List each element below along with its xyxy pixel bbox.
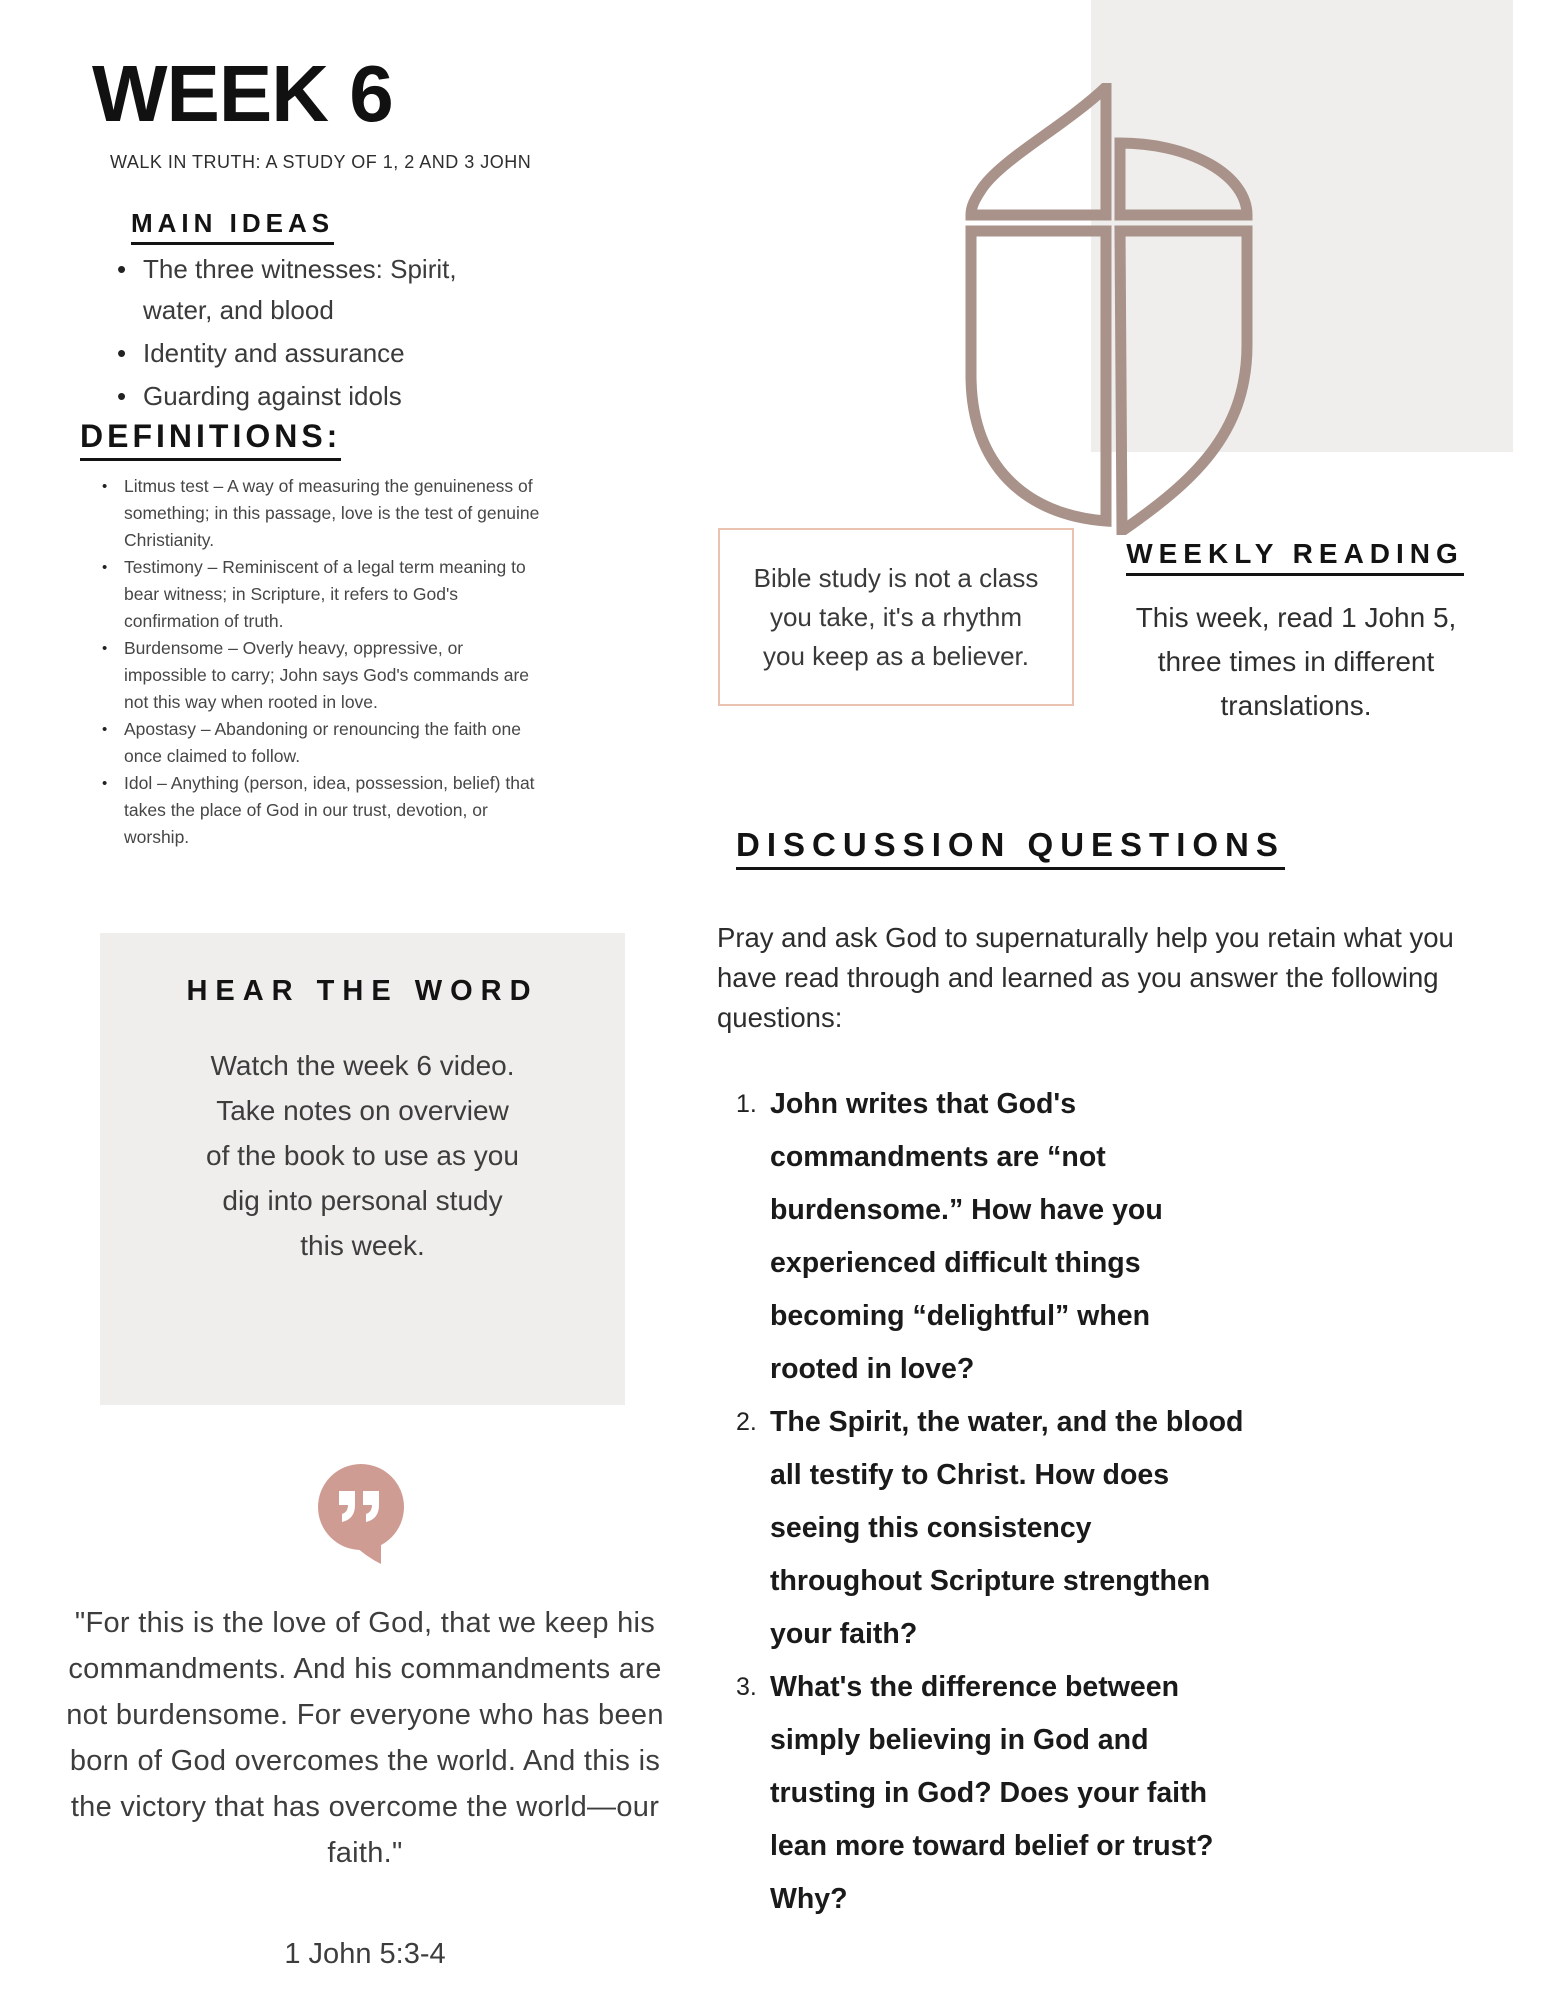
page-subtitle: WALK IN TRUTH: A STUDY OF 1, 2 AND 3 JOHN	[110, 152, 532, 172]
hear-the-word-body: Watch the week 6 video. Take notes on overview of the book to use as you dig into personal study this week.	[206, 1050, 519, 1261]
definitions-heading: DEFINITIONS:	[80, 418, 341, 461]
definition-item: • Testimony – Reminiscent of a legal term meaning to bear witness; in Scripture, it refers to God's confirmation of truth.	[124, 554, 548, 635]
discussion-question: The Spirit, the water, and the blood all testify to Christ. How does seeing this consistency throughout Scripture strengthen your faith?	[770, 1406, 1244, 1650]
main-ideas-heading: MAIN IDEAS	[131, 208, 334, 245]
definition-item: • Idol – Anything (person, idea, possession, belief) that takes the place of God in our trust, devotion, or worship.	[124, 770, 548, 851]
definition-item: • Litmus test – A way of measuring the genuineness of something; in this passage, love is the test of genuine Christianity.	[124, 473, 548, 554]
cross-flame-logo-icon	[963, 83, 1253, 535]
callout-text: Bible study is not a class you take, it's a rhythm you keep as a believer.	[753, 562, 1039, 671]
weekly-reading-heading: WEEKLY READING	[1126, 538, 1464, 576]
page-title: WEEK 6	[92, 49, 393, 138]
discussion-intro: Pray and ask God to supernaturally help you retain what you have read through and learned as you answer the following questions:	[717, 922, 1454, 1033]
scripture-citation: 1 John 5:3-4	[284, 1938, 446, 1970]
hear-the-word-panel	[100, 933, 625, 1405]
definition-item: • Burdensome – Overly heavy, oppressive, or impossible to carry; John says God's commands are not this way when rooted in love.	[124, 635, 548, 716]
discussion-question: What's the difference between simply believing in God and trusting in God? Does your faith lean more toward belief or trust? Why?	[770, 1671, 1214, 1915]
weekly-reading-body: This week, read 1 John 5, three times in different translations.	[1135, 602, 1457, 721]
discussion-question-list	[770, 1078, 1245, 1926]
weekly-reading-heading-wrap	[1085, 538, 1505, 576]
main-ideas-list	[143, 249, 475, 419]
discussion-question: John writes that God's commandments are “not burdensome.” How have you experienced difficult things becoming “delightful” when rooted in love?	[770, 1088, 1163, 1385]
main-idea-item: • The three witnesses: Spirit, water, and blood	[143, 249, 475, 331]
quote-speech-bubble-icon	[318, 1464, 404, 1564]
scripture-quote: "For this is the love of God, that we keep his commandments. And his commandments are not burdensome. For everyone who has been born of God overcomes the world. And this is the victory that has overcome the world—our faith."	[66, 1607, 664, 1869]
hear-the-word-heading: HEAR THE WORD	[186, 975, 539, 1007]
discussion-questions-heading: DISCUSSION QUESTIONS	[736, 826, 1285, 870]
main-idea-item: • Identity and assurance	[143, 333, 475, 374]
callout-box	[718, 528, 1074, 706]
definition-item: • Apostasy – Abandoning or renouncing the faith one once claimed to follow.	[124, 716, 548, 770]
main-idea-item: • Guarding against idols	[143, 376, 475, 417]
definitions-list	[124, 473, 548, 851]
